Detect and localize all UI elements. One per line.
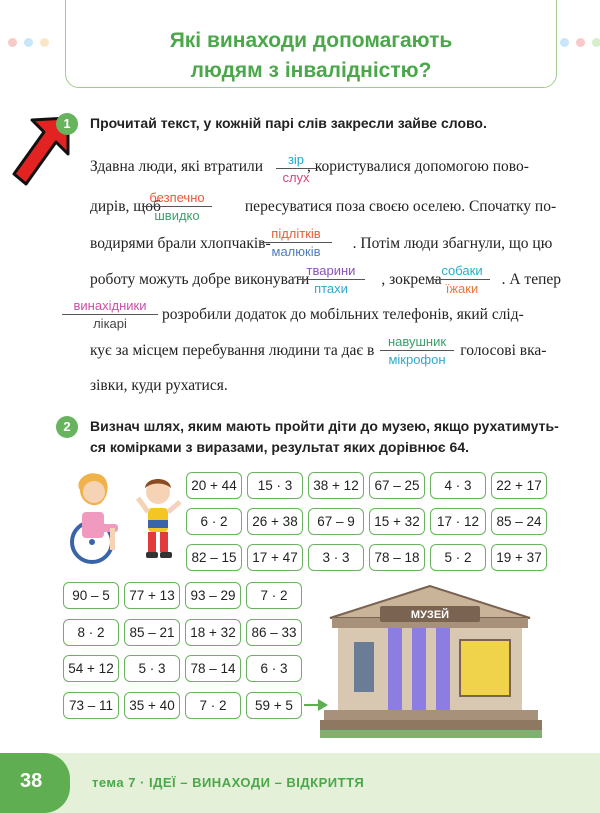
grid-cell[interactable]: 5 · 3	[124, 655, 180, 682]
task-1-number: 1	[56, 113, 78, 135]
grid-cell[interactable]: 90 – 5	[63, 582, 119, 609]
text-line-6: кує за місцем перебування людини та дає в голосові вка-	[90, 342, 547, 359]
grid-cell[interactable]: 20 + 44	[186, 472, 242, 499]
museum-illustration	[320, 582, 542, 742]
text-line-7: зівки, куди рухатися.	[90, 377, 228, 394]
grid-cell[interactable]: 7 · 2	[185, 692, 241, 719]
grid-cell[interactable]: 17 + 47	[247, 544, 303, 571]
text-line-5: розробили додаток до мобільних телефонів, який слід-	[162, 306, 524, 323]
word-pair-3[interactable]: підлітків малюків	[260, 226, 332, 259]
grid-cell[interactable]: 19 + 37	[491, 544, 547, 571]
grid-cell[interactable]: 78 – 18	[369, 544, 425, 571]
grid-cell[interactable]: 77 + 13	[124, 582, 180, 609]
grid-cell[interactable]: 17 · 12	[430, 508, 486, 535]
grid-cell[interactable]: 54 + 12	[63, 655, 119, 682]
word-pair-7[interactable]: навушник мікрофон	[380, 334, 454, 367]
task-2-number: 2	[56, 416, 78, 438]
grid-cell[interactable]: 73 – 11	[63, 692, 119, 719]
grid-cell[interactable]: 15 + 32	[369, 508, 425, 535]
children-illustration	[64, 462, 188, 568]
grid-cell[interactable]: 86 – 33	[246, 619, 302, 646]
grid-cell[interactable]: 93 – 29	[185, 582, 241, 609]
word-pair-6[interactable]: винахідники лікарі	[62, 298, 158, 331]
word-pair-5[interactable]: собаки їжаки	[434, 263, 490, 296]
grid-cell[interactable]: 8 · 2	[63, 619, 119, 646]
grid-cell[interactable]: 85 – 24	[491, 508, 547, 535]
page-title: Які винаходи допомагають людям з інвалідністю?	[169, 29, 453, 82]
grid-cell[interactable]: 7 · 2	[246, 582, 302, 609]
task-1-instruction: Прочитай текст, у кожній парі слів закресли зайве слово.	[90, 115, 487, 131]
text-line-3: водирями брали хлопчаків- . Потім люди збагнули, що цю	[90, 235, 553, 252]
grid-cell[interactable]: 67 – 9	[308, 508, 364, 535]
grid-cell[interactable]: 6 · 3	[246, 655, 302, 682]
grid-cell[interactable]: 85 – 21	[124, 619, 180, 646]
grid-cell[interactable]: 18 + 32	[185, 619, 241, 646]
word-pair-2[interactable]: безпечно швидко	[142, 190, 212, 223]
text-line-1: Здавна люди, які втратили , користувалися допомогою пово-	[90, 158, 529, 175]
task-2-instruction: Визнач шлях, яким мають пройти діти до музею, якщо рухатимуть- ся комірками з виразами, результат яких дорівнює 64.	[90, 418, 559, 455]
grid-cell[interactable]: 15 · 3	[247, 472, 303, 499]
word-pair-1[interactable]: зір слух	[276, 152, 316, 185]
museum-sign: МУЗЕЙ	[410, 609, 450, 621]
grid-cell[interactable]: 22 + 17	[491, 472, 547, 499]
grid-cell[interactable]: 5 · 2	[430, 544, 486, 571]
grid-cell[interactable]: 78 – 14	[185, 655, 241, 682]
grid-cell[interactable]: 35 + 40	[124, 692, 180, 719]
grid-cell[interactable]: 38 + 12	[308, 472, 364, 499]
grid-cell[interactable]: 59 + 5	[246, 692, 302, 719]
topic-label: тема 7 · ІДЕЇ – ВИНАХОДИ – ВІДКРИТТЯ	[92, 775, 365, 790]
text-line-2: дирів, щоб пересуватися поза своєю оселею. Спочатку по-	[90, 198, 557, 215]
word-pair-4[interactable]: тварини птахи	[297, 263, 365, 296]
grid-cell[interactable]: 67 – 25	[369, 472, 425, 499]
grid-cell[interactable]: 3 · 3	[308, 544, 364, 571]
grid-cell[interactable]: 82 – 15	[186, 544, 242, 571]
grid-cell[interactable]: 4 · 3	[430, 472, 486, 499]
grid-cell[interactable]: 6 · 2	[186, 508, 242, 535]
grid-cell[interactable]: 26 + 38	[247, 508, 303, 535]
page-number: 38	[20, 770, 43, 792]
text-line-4: роботу можуть добре виконувати , зокрема . А тепер	[90, 271, 562, 288]
